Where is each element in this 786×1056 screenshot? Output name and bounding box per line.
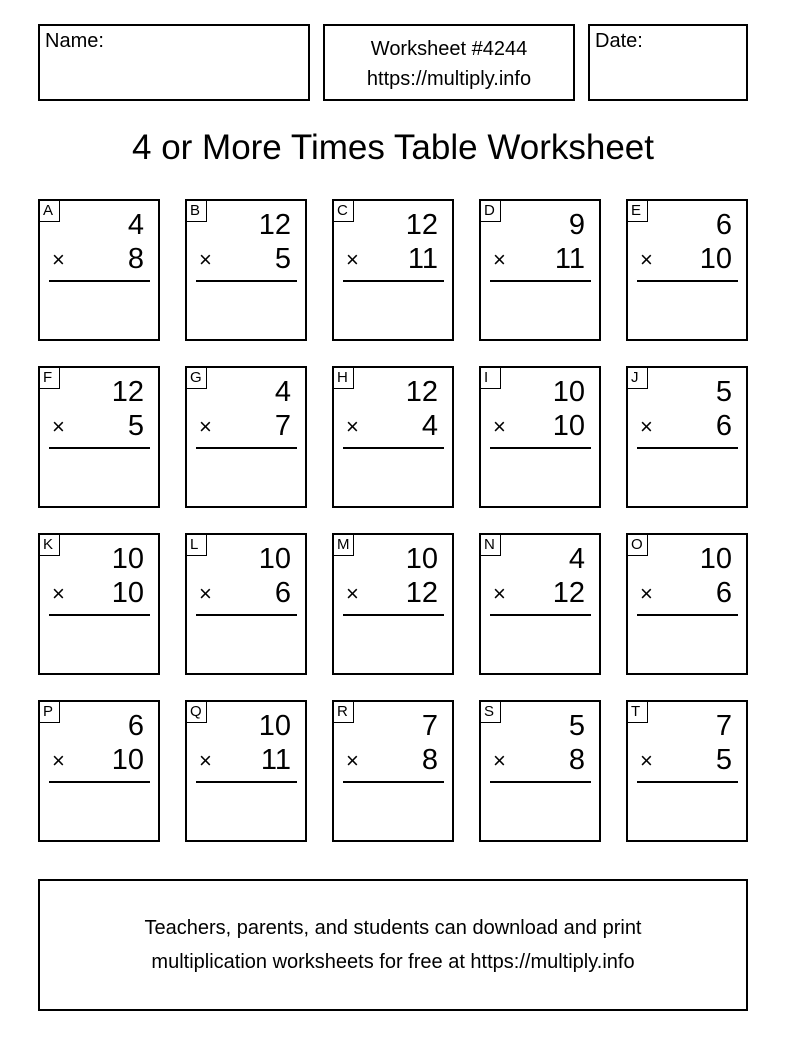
multiplier: 6 xyxy=(715,577,732,609)
footer-line-1: Teachers, parents, and students can download and print xyxy=(144,917,642,939)
times-sign: × xyxy=(493,581,506,606)
times-sign: × xyxy=(199,581,212,606)
date-label: Date: xyxy=(595,30,643,52)
problem-letter: R xyxy=(333,701,354,723)
multiplier: 12 xyxy=(405,577,438,609)
problem-card[interactable] xyxy=(38,700,160,842)
problem-letter: T xyxy=(627,701,648,723)
date-field[interactable] xyxy=(588,24,748,101)
answer-rule xyxy=(637,781,738,783)
page-title: 4 or More Times Table Worksheet xyxy=(132,128,654,167)
multiplier: 8 xyxy=(127,243,144,275)
multiplicand: 10 xyxy=(552,376,585,408)
footer-line-2: multiplication worksheets for free at https://multiply.info xyxy=(151,951,635,973)
multiplier: 6 xyxy=(274,577,291,609)
problem-letter: H xyxy=(333,367,354,389)
times-sign: × xyxy=(199,748,212,773)
times-sign: × xyxy=(52,748,65,773)
multiplier: 6 xyxy=(715,410,732,442)
problem-card[interactable] xyxy=(185,199,307,341)
problem-letter: K xyxy=(39,534,60,556)
problem-card[interactable] xyxy=(626,700,748,842)
name-label: Name: xyxy=(45,30,104,52)
problem-card[interactable] xyxy=(479,533,601,675)
times-sign: × xyxy=(52,247,65,272)
times-sign: × xyxy=(346,581,359,606)
multiplier: 10 xyxy=(699,243,732,275)
multiplier: 5 xyxy=(715,744,732,776)
multiplicand: 12 xyxy=(258,209,291,241)
times-sign: × xyxy=(199,414,212,439)
problem-card[interactable] xyxy=(332,199,454,341)
problem-card[interactable] xyxy=(185,366,307,508)
answer-rule xyxy=(637,614,738,616)
multiplier: 11 xyxy=(554,243,585,275)
multiplier: 11 xyxy=(407,243,438,275)
problem-grid xyxy=(38,199,748,841)
problem-letter: N xyxy=(480,534,501,556)
times-sign: × xyxy=(52,414,65,439)
multiplicand: 9 xyxy=(568,209,585,241)
problem-card[interactable] xyxy=(332,700,454,842)
problem-card[interactable] xyxy=(626,199,748,341)
problem-letter: C xyxy=(333,200,354,222)
multiplicand: 5 xyxy=(715,376,732,408)
problem-card[interactable] xyxy=(185,700,307,842)
answer-rule xyxy=(49,280,150,282)
problem-card[interactable] xyxy=(332,533,454,675)
problem-letter: M xyxy=(333,534,354,556)
answer-rule xyxy=(196,280,297,282)
problem-card[interactable] xyxy=(626,533,748,675)
multiplicand: 10 xyxy=(111,543,144,575)
multiplicand: 6 xyxy=(127,710,144,742)
multiplier: 12 xyxy=(552,577,585,609)
multiplicand: 4 xyxy=(127,209,144,241)
problem-letter: E xyxy=(627,200,648,222)
problem-card[interactable] xyxy=(479,366,601,508)
answer-rule xyxy=(343,447,444,449)
multiplicand: 7 xyxy=(715,710,732,742)
problem-letter: L xyxy=(186,534,207,556)
footer-box xyxy=(38,879,748,1011)
multiplicand: 7 xyxy=(421,710,438,742)
answer-rule xyxy=(490,781,591,783)
multiplicand: 10 xyxy=(258,543,291,575)
times-sign: × xyxy=(346,748,359,773)
multiplier: 11 xyxy=(260,744,291,776)
answer-rule xyxy=(637,280,738,282)
answer-rule xyxy=(49,447,150,449)
times-sign: × xyxy=(493,748,506,773)
problem-card[interactable] xyxy=(38,533,160,675)
worksheet-info-box xyxy=(323,24,575,101)
multiplier: 10 xyxy=(111,744,144,776)
times-sign: × xyxy=(640,748,653,773)
answer-rule xyxy=(49,614,150,616)
multiplicand: 6 xyxy=(715,209,732,241)
times-sign: × xyxy=(52,581,65,606)
multiplicand: 10 xyxy=(258,710,291,742)
problem-letter: S xyxy=(480,701,501,723)
problem-card[interactable] xyxy=(479,199,601,341)
multiplier: 5 xyxy=(274,243,291,275)
problem-letter: Q xyxy=(186,701,207,723)
problem-card[interactable] xyxy=(626,366,748,508)
problem-card[interactable] xyxy=(479,700,601,842)
answer-rule xyxy=(637,447,738,449)
problem-letter: D xyxy=(480,200,501,222)
worksheet-number: Worksheet #4244 xyxy=(370,38,528,60)
multiplier: 5 xyxy=(127,410,144,442)
worksheet-url[interactable]: https://multiply.info xyxy=(366,68,532,90)
times-sign: × xyxy=(640,414,653,439)
multiplier: 8 xyxy=(421,744,438,776)
answer-rule xyxy=(343,781,444,783)
answer-rule xyxy=(490,614,591,616)
multiplier: 7 xyxy=(274,410,291,442)
answer-rule xyxy=(49,781,150,783)
answer-rule xyxy=(196,781,297,783)
problem-card[interactable] xyxy=(38,199,160,341)
times-sign: × xyxy=(199,247,212,272)
problem-letter: F xyxy=(39,367,60,389)
problem-card[interactable] xyxy=(185,533,307,675)
answer-rule xyxy=(196,614,297,616)
problem-card[interactable] xyxy=(332,366,454,508)
times-sign: × xyxy=(346,247,359,272)
problem-card[interactable] xyxy=(38,366,160,508)
answer-rule xyxy=(490,280,591,282)
times-sign: × xyxy=(640,247,653,272)
multiplicand: 12 xyxy=(111,376,144,408)
problem-letter: I xyxy=(480,367,501,389)
multiplicand: 4 xyxy=(274,376,291,408)
multiplier: 8 xyxy=(568,744,585,776)
problem-letter: J xyxy=(627,367,648,389)
multiplicand: 10 xyxy=(699,543,732,575)
answer-rule xyxy=(490,447,591,449)
multiplier: 10 xyxy=(552,410,585,442)
problem-letter: G xyxy=(186,367,207,389)
answer-rule xyxy=(343,280,444,282)
problem-letter: P xyxy=(39,701,60,723)
problem-letter: O xyxy=(627,534,648,556)
problem-letter: A xyxy=(39,200,60,222)
multiplicand: 12 xyxy=(405,209,438,241)
times-sign: × xyxy=(346,414,359,439)
answer-rule xyxy=(196,447,297,449)
times-sign: × xyxy=(493,247,506,272)
times-sign: × xyxy=(640,581,653,606)
multiplicand: 4 xyxy=(568,543,585,575)
multiplicand: 12 xyxy=(405,376,438,408)
answer-rule xyxy=(343,614,444,616)
multiplier: 10 xyxy=(111,577,144,609)
multiplicand: 10 xyxy=(405,543,438,575)
name-field[interactable] xyxy=(38,24,310,101)
multiplier: 4 xyxy=(421,410,438,442)
times-sign: × xyxy=(493,414,506,439)
multiplicand: 5 xyxy=(568,710,585,742)
problem-letter: B xyxy=(186,200,207,222)
